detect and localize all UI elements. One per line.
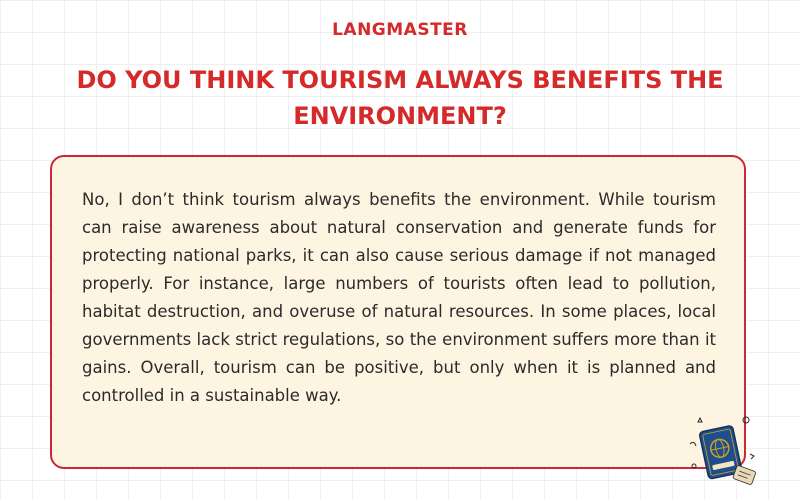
passport-icon [686,414,758,490]
page-title: DO YOU THINK TOURISM ALWAYS BENEFITS THE ENVIRONMENT? [76,66,724,130]
brand-logo: LANGMASTER [332,20,468,40]
answer-text: No, I don’t think tourism always benefits the environment. While tourism can raise awareness about natural conservation and generate funds for protecting national parks, it can also cause serious damage if not managed properly. For instance, large numbers of tourists often lead to pollution, habitat destruction, and overuse of natural resources. In some places, local governments lack strict regulations, so the environment suffers more than it gains. Overall, tourism can be positive, but only when it is planned and controlled in a sustainable way. [82,190,716,405]
